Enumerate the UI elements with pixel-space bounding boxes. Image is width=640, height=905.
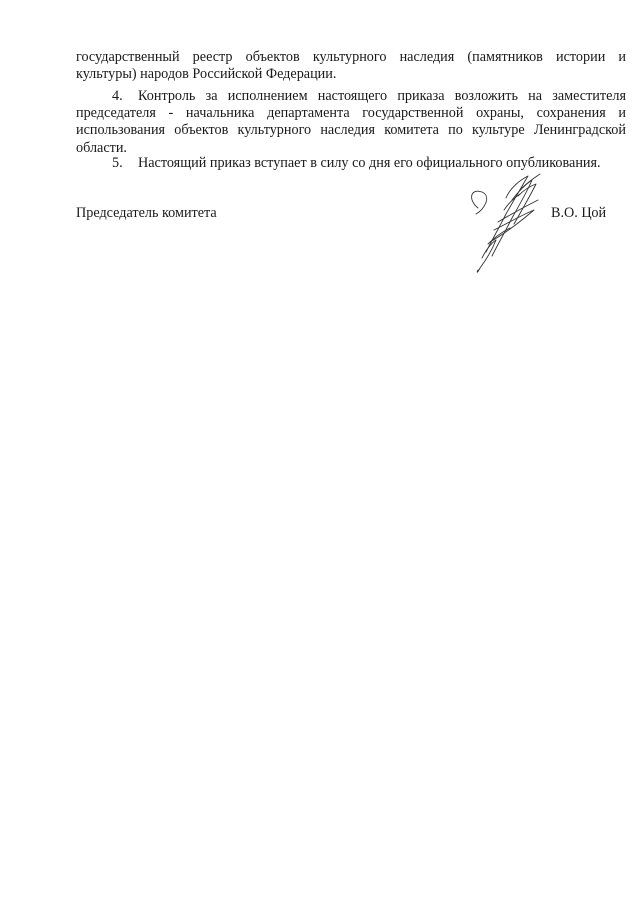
paragraph-number: 4.	[112, 88, 123, 104]
handwritten-signature	[448, 170, 558, 280]
paragraph-number: 5.	[112, 155, 123, 171]
paragraph-line: государственный реестр объектов культурного наследия (памятников истории и	[76, 49, 626, 65]
paragraph-line: использования объектов культурного наследия комитета по культуре Ленинградской	[76, 122, 626, 139]
paragraph-line: культуры) народов Российской Федерации.	[76, 66, 337, 83]
signatory-name: В.О. Цой	[551, 205, 607, 221]
paragraph-first-line	[76, 88, 626, 105]
paragraph-line: области.	[76, 139, 127, 156]
paragraph-3-continuation	[76, 49, 626, 83]
paragraph-line: Контроль за исполнением настоящего приказа возложить на заместителя	[138, 88, 626, 104]
signatory-title: Председатель комитета	[76, 205, 217, 221]
paragraph-line: Настоящий приказ вступает в силу со дня его официального опубликования.	[138, 155, 601, 171]
paragraph-4	[76, 88, 626, 157]
paragraph-line: председателя - начальника департамента государственной охраны, сохранения и	[76, 105, 626, 122]
